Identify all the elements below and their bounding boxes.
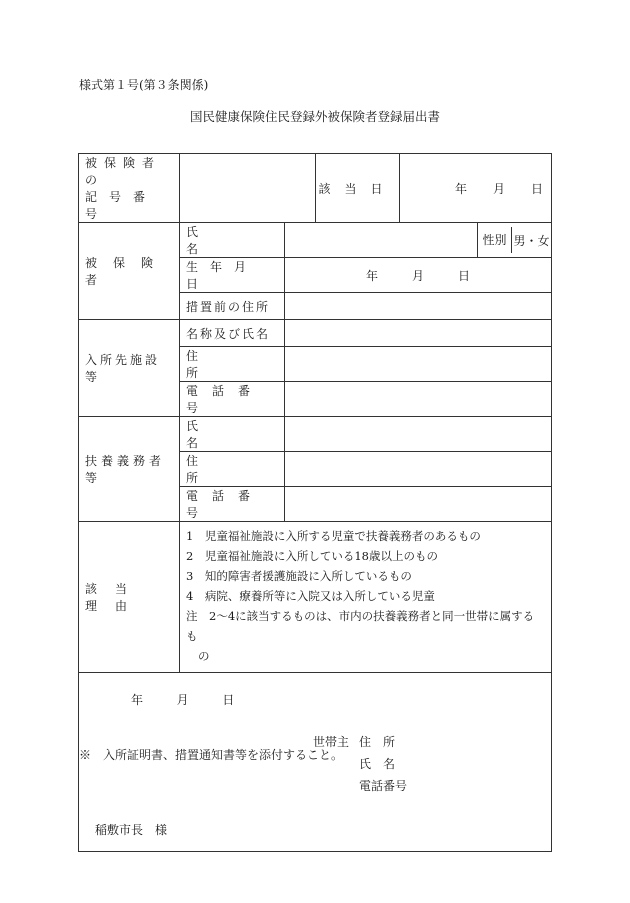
supporter-address-field[interactable] bbox=[285, 452, 552, 487]
reasons-section-label: 該当理由 bbox=[85, 582, 146, 613]
gender-options[interactable]: 男・女 bbox=[513, 233, 550, 248]
reasons-section-label-cell bbox=[79, 522, 180, 673]
declaration-row bbox=[79, 673, 552, 852]
supporter-address-label-cell bbox=[180, 452, 285, 487]
applicable-date-day: 日 bbox=[531, 181, 544, 196]
declarant-address-label: 住 所 bbox=[359, 735, 396, 749]
insured-number-label-line2 bbox=[79, 188, 179, 222]
facility-section-label-cell bbox=[79, 320, 180, 417]
reason-note-line2: の bbox=[198, 649, 210, 663]
insured-prior-address-field[interactable] bbox=[285, 293, 552, 320]
supporter-phone-field[interactable] bbox=[285, 487, 552, 522]
insured-name-label-cell bbox=[180, 223, 285, 258]
declaration-day: 日 bbox=[222, 693, 235, 707]
facility-section-label: 入所先施設等 bbox=[85, 353, 161, 384]
supporter-address-label: 住所 bbox=[186, 454, 263, 485]
facility-address-field[interactable] bbox=[285, 347, 552, 382]
facility-phone-field[interactable] bbox=[285, 382, 552, 417]
facility-phone-label: 電話番号 bbox=[186, 384, 265, 415]
insured-birthdate-label-cell bbox=[180, 258, 285, 293]
reasons-row bbox=[79, 522, 552, 673]
insured-number-row bbox=[79, 154, 552, 223]
birthdate-day: 日 bbox=[458, 268, 471, 283]
birthdate-month: 月 bbox=[412, 268, 425, 283]
head-of-household-label: 世帯主 bbox=[313, 735, 350, 749]
insured-name-label: 氏名 bbox=[186, 225, 263, 256]
reason-item-4[interactable]: 4 病院、療養所等に入院又は入所している児童 bbox=[186, 589, 435, 603]
supporter-section-label: 扶養義務者等 bbox=[85, 454, 166, 485]
applicable-date-month: 月 bbox=[492, 181, 505, 196]
supporter-name-field[interactable] bbox=[285, 417, 552, 452]
insured-prior-address-label: 措置前の住所 bbox=[186, 299, 271, 314]
facility-address-label-cell bbox=[180, 347, 285, 382]
insured-number-label-cell bbox=[79, 154, 180, 223]
facility-address-label: 住所 bbox=[186, 349, 263, 380]
declarant-name-label: 氏 名 bbox=[359, 757, 396, 771]
declarant-phone-label: 電話番号 bbox=[359, 779, 408, 793]
gender-cell bbox=[478, 223, 552, 258]
insured-name-field[interactable] bbox=[285, 223, 478, 258]
insured-section-label: 被保険者 bbox=[85, 256, 170, 287]
declaration-month: 月 bbox=[176, 693, 189, 707]
declaration-year: 年 bbox=[131, 693, 144, 707]
supporter-name-row bbox=[79, 417, 552, 452]
insured-name-row bbox=[79, 223, 552, 258]
reasons-list bbox=[180, 522, 551, 672]
insured-prior-address-label-cell bbox=[180, 293, 285, 320]
insured-number-field[interactable] bbox=[180, 154, 316, 223]
supporter-name-label: 氏名 bbox=[186, 419, 263, 450]
reason-item-1[interactable]: 1 児童福祉施設に入所する児童で扶養義務者のあるもの bbox=[186, 529, 481, 543]
applicable-date-label: 該当日 bbox=[318, 181, 397, 196]
reason-item-3[interactable]: 3 知的障害者援護施設に入所しているもの bbox=[186, 569, 412, 583]
page-title: 国民健康保険住民登録外被保険者登録届出書 bbox=[189, 109, 440, 124]
reason-note-line1: 注 2～4に該当するものは、市内の扶養義務者と同一世帯に属するも bbox=[186, 609, 535, 643]
reasons-list-cell bbox=[180, 522, 552, 673]
addressee: 稲敷市長 様 bbox=[95, 823, 168, 837]
applicable-date-field[interactable] bbox=[400, 154, 552, 223]
facility-name-row bbox=[79, 320, 552, 347]
insured-number-label-1: 被保険者の bbox=[85, 156, 162, 187]
supporter-name-label-cell bbox=[180, 417, 285, 452]
supporter-phone-label: 電話番号 bbox=[186, 489, 265, 520]
supporter-section-label-cell bbox=[79, 417, 180, 522]
applicable-date-year: 年 bbox=[454, 181, 467, 196]
gender-label: 性別 bbox=[478, 227, 512, 253]
insured-number-label-line1 bbox=[79, 154, 179, 188]
facility-phone-label-cell bbox=[180, 382, 285, 417]
insured-birthdate-field[interactable] bbox=[285, 258, 552, 293]
insured-birthdate-label: 生年月日 bbox=[186, 260, 259, 291]
insured-number-label-2: 記号番号 bbox=[85, 190, 158, 221]
applicable-date-label-cell bbox=[316, 154, 400, 223]
facility-name-label: 名称及び氏名 bbox=[186, 326, 271, 341]
reason-item-2[interactable]: 2 児童福祉施設に入所している18歳以上のもの bbox=[186, 549, 438, 563]
facility-name-field[interactable] bbox=[285, 320, 552, 347]
supporter-phone-label-cell bbox=[180, 487, 285, 522]
declaration-date bbox=[131, 693, 234, 707]
birthdate-year: 年 bbox=[365, 268, 378, 283]
facility-name-label-cell bbox=[180, 320, 285, 347]
footnote: ※ 入所証明書、措置通知書等を添付すること。 bbox=[79, 748, 344, 762]
declaration-cell bbox=[79, 673, 552, 852]
form-number: 様式第１号(第３条関係) bbox=[79, 78, 209, 92]
insured-section-label-cell bbox=[79, 223, 180, 320]
